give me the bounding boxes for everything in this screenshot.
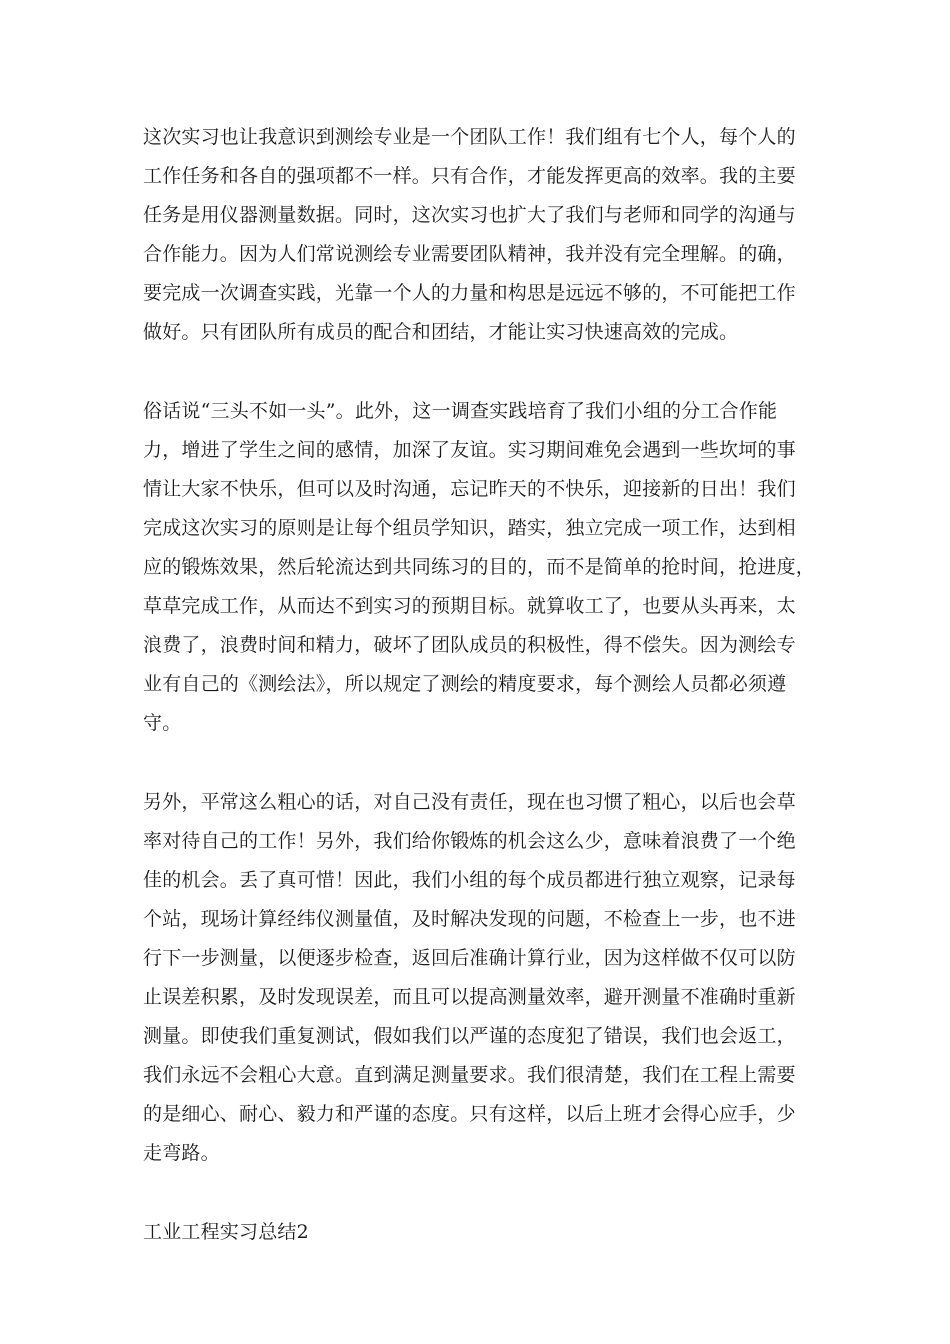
text-line: 测量。即使我们重复测试，假如我们以严谨的态度犯了错误，我们也会返工，	[143, 1025, 796, 1047]
text-line: 完成这次实习的原则是让每个组员学知识，踏实，独立完成一项工作，达到相	[143, 517, 796, 539]
text-line: 应的锻炼效果，然后轮流达到共同练习的目的，而不是简单的抢时间，抢进度，	[143, 556, 816, 578]
text-line: 工作任务和各自的强项都不一样。只有合作，才能发挥更高的效率。我的主要	[143, 165, 796, 187]
text-line: 率对待自己的工作！另外，我们给你锻炼的机会这么少，意味着浪费了一个绝	[143, 830, 796, 852]
text-line: 守。	[143, 712, 182, 734]
text-line: 这次实习也让我意识到测绘专业是一个团队工作！我们组有七个人，每个人的	[143, 126, 796, 148]
text-line: 另外，平常这么粗心的话，对自己没有责任，现在也习惯了粗心，以后也会草	[143, 791, 796, 813]
text-line: 草草完成工作，从而达不到实习的预期目标。就算收工了，也要从头再来，太	[143, 595, 796, 617]
text-line: 力，增进了学生之间的感情，加深了友谊。实习期间难免会遇到一些坎坷的事	[143, 439, 796, 461]
text-line: 要完成一次调查实践，光靠一个人的力量和构思是远远不够的，不可能把工作	[143, 282, 796, 304]
text-line: 业有自己的《测绘法》，所以规定了测绘的精度要求，每个测绘人员都必须遵	[143, 673, 787, 695]
paragraph-spacer	[143, 1173, 808, 1213]
paragraph-teamwork	[143, 118, 808, 352]
text-line: 个站，现场计算经纬仪测量值，及时解决发现的问题，不检查上一步，也不进	[143, 908, 796, 930]
section-heading: 工业工程实习总结2	[143, 1221, 309, 1243]
text-line: 走弯路。	[143, 1142, 220, 1164]
text-line: 情让大家不快乐，但可以及时沟通，忘记昨天的不快乐，迎接新的日出！我们	[143, 478, 796, 500]
text-line: 合作能力。因为人们常说测绘专业需要团队精神，我并没有完全理解。的确，	[143, 243, 796, 265]
paragraph-cooperation	[143, 392, 816, 743]
document-body	[143, 118, 816, 1252]
text-line: 行下一步测量，以便逐步检查，返回后准确计算行业，因为这样做不仅可以防	[143, 947, 796, 969]
text-line: 俗话说“三头不如一头”。此外，这一调查实践培育了我们小组的分工合作能	[143, 400, 778, 422]
text-line: 任务是用仪器测量数据。同时，这次实习也扩大了我们与老师和同学的沟通与	[143, 204, 796, 226]
section-heading-block	[143, 1213, 808, 1252]
text-line: 我们永远不会粗心大意。直到满足测量要求。我们很清楚，我们在工程上需要	[143, 1064, 796, 1086]
text-line: 浪费了，浪费时间和精力，破坏了团队成员的积极性，得不偿失。因为测绘专	[143, 634, 796, 656]
text-line: 止误差积累，及时发现误差，而且可以提高测量效率，避开测量不准确时重新	[143, 986, 796, 1008]
paragraph-carefulness	[143, 783, 808, 1173]
text-line: 的是细心、耐心、毅力和严谨的态度。只有这样，以后上班才会得心应手，少	[143, 1103, 796, 1125]
paragraph-spacer	[143, 743, 808, 783]
paragraph-spacer	[143, 352, 808, 392]
text-line: 做好。只有团队所有成员的配合和团结，才能让实习快速高效的完成。	[143, 321, 739, 343]
text-line: 佳的机会。丢了真可惜！因此，我们小组的每个成员都进行独立观察，记录每	[143, 869, 796, 891]
